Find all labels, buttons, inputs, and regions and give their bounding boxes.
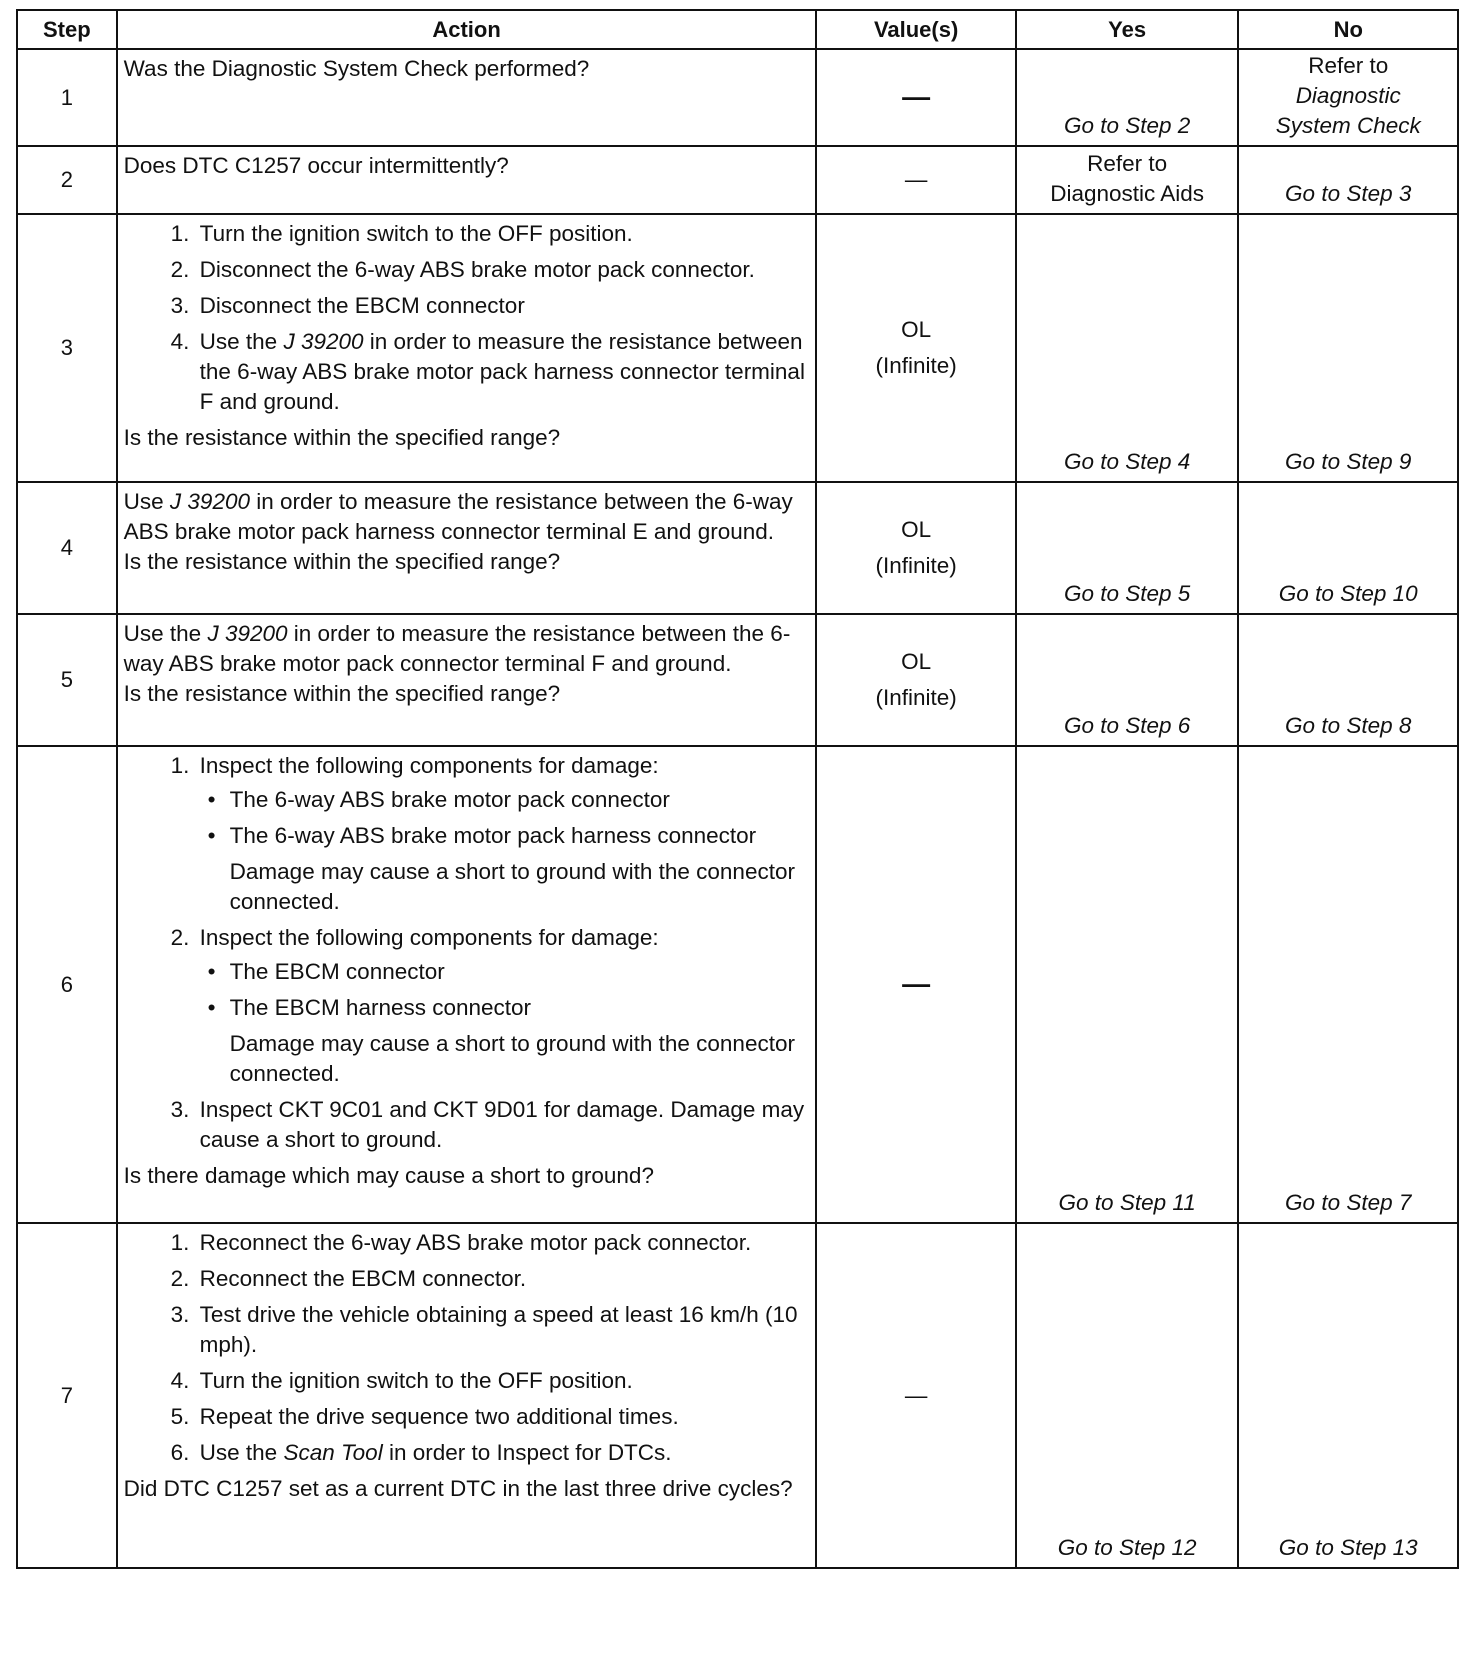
action-step-2 [196, 923, 806, 1089]
component-item: • The 6-way ABS brake motor pack connector [230, 785, 806, 815]
step-text: in order to measure the resistance between the 6-way ABS brake motor pack connector terminal F and ground. [123, 621, 791, 676]
value-cell [816, 49, 1015, 146]
value-dash: — [902, 80, 931, 112]
action-step-4 [196, 327, 806, 417]
action-step-3: 3. Inspect CKT 9C01 and CKT 9D01 for damage. Damage may cause a short to ground. [196, 1095, 806, 1155]
yes-link[interactable]: Go to Step 5 [1063, 581, 1191, 606]
damage-note: Damage may cause a short to ground with the connector connected. [229, 859, 795, 914]
action-steps [124, 219, 806, 417]
table-row-step-4 [17, 482, 1458, 614]
step-text: in order to Inspect for DTCs. [382, 1440, 672, 1465]
action-cell [117, 746, 817, 1223]
component-item: • The EBCM harness connector [230, 993, 806, 1023]
no-cell [1238, 614, 1458, 746]
action-question: Does DTC C1257 occur intermittently? [123, 153, 509, 178]
step-number: 3 [17, 214, 117, 482]
step-text: in order to measure the resistance between the 6-way ABS brake motor pack harness connector terminal F and ground. [199, 329, 805, 414]
action-cell [117, 146, 817, 214]
header-yes: Yes [1016, 10, 1239, 49]
action-cell [117, 1223, 817, 1568]
step-text: Use the [199, 329, 284, 354]
action-step-4: 4. Turn the ignition switch to the OFF position. [196, 1366, 806, 1396]
no-cell [1238, 1223, 1458, 1568]
yes-link[interactable]: Go to Step 11 [1058, 1190, 1196, 1215]
table-row-step-6 [17, 746, 1458, 1223]
action-steps [124, 751, 806, 1155]
no-link-line-2[interactable]: System Check [1275, 113, 1421, 138]
tool-name: J 39200 [283, 329, 364, 354]
no-link[interactable]: Go to Step 7 [1285, 1190, 1412, 1215]
yes-cell [1016, 49, 1239, 146]
tool-name: Scan Tool [283, 1440, 383, 1465]
action-text [124, 487, 806, 547]
yes-link[interactable]: Go to Step 6 [1063, 713, 1191, 738]
action-step-1: 1. Turn the ignition switch to the OFF position. [196, 219, 806, 249]
value-cell [816, 1223, 1015, 1568]
yes-cell [1016, 1223, 1239, 1568]
yes-cell [1016, 614, 1239, 746]
yes-cell [1016, 214, 1239, 482]
no-link[interactable]: Go to Step 10 [1278, 581, 1418, 606]
action-step-3: 3. Disconnect the EBCM connector [196, 291, 806, 321]
action-question: Is there damage which may cause a short to ground? [123, 1163, 654, 1188]
no-link-line-1[interactable]: Diagnostic [1295, 83, 1401, 108]
step-text: Use [123, 489, 170, 514]
tool-name: J 39200 [207, 621, 288, 646]
header-row [17, 10, 1458, 49]
header-no: No [1238, 10, 1458, 49]
yes-cell [1016, 482, 1239, 614]
no-cell [1238, 746, 1458, 1223]
step-number: 4 [17, 482, 117, 614]
no-link[interactable]: Go to Step 9 [1285, 449, 1412, 474]
yes-text-line-1: Refer to [1087, 151, 1168, 176]
table-row-step-5 [17, 614, 1458, 746]
action-cell [117, 614, 817, 746]
header-step: Step [17, 10, 117, 49]
yes-link[interactable]: Go to Step 2 [1063, 113, 1191, 138]
diagnostic-table [16, 9, 1459, 1569]
yes-link[interactable]: Go to Step 4 [1063, 449, 1191, 474]
value-ol: OL [901, 517, 932, 542]
step-text: Inspect the following components for damage: [199, 753, 659, 778]
no-cell [1238, 214, 1458, 482]
table-row-step-3 [17, 214, 1458, 482]
action-step-5: 5. Repeat the drive sequence two additional times. [196, 1402, 806, 1432]
no-link[interactable]: Go to Step 13 [1278, 1535, 1418, 1560]
step-text: in order to measure the resistance between the 6-way ABS brake motor pack harness connector terminal E and ground. [123, 489, 793, 544]
action-cell [117, 49, 817, 146]
step-number: 6 [17, 746, 117, 1223]
step-text: Use the [123, 621, 208, 646]
action-cell [117, 482, 817, 614]
value-cell [816, 146, 1015, 214]
action-question: Is the resistance within the specified range? [123, 425, 561, 450]
action-step-2: 2. Disconnect the 6-way ABS brake motor pack connector. [196, 255, 806, 285]
value-ol: OL [901, 649, 932, 674]
value-infinite: (Infinite) [875, 685, 957, 710]
component-list [200, 957, 806, 1023]
no-text: Refer to [1308, 53, 1389, 78]
component-list [200, 785, 806, 851]
component-item: • The EBCM connector [230, 957, 806, 987]
action-step-1: 1. Reconnect the 6-way ABS brake motor pack connector. [196, 1228, 806, 1258]
value-cell [816, 746, 1015, 1223]
step-text: Inspect the following components for damage: [199, 925, 659, 950]
table-row-step-2 [17, 146, 1458, 214]
action-question: Did DTC C1257 set as a current DTC in the last three drive cycles? [123, 1476, 793, 1501]
yes-cell [1016, 746, 1239, 1223]
value-dash: — [902, 967, 931, 999]
table-row-step-7 [17, 1223, 1458, 1568]
value-cell [816, 614, 1015, 746]
yes-text-line-2[interactable]: Diagnostic Aids [1050, 181, 1205, 206]
value-cell [816, 482, 1015, 614]
no-link[interactable]: Go to Step 8 [1285, 713, 1412, 738]
no-cell [1238, 482, 1458, 614]
step-text: Use the [199, 1440, 284, 1465]
step-number: 1 [17, 49, 117, 146]
value-ol: OL [901, 317, 932, 342]
action-text [124, 619, 806, 679]
action-step-1 [196, 751, 806, 917]
table-row-step-1 [17, 49, 1458, 146]
no-cell [1238, 146, 1458, 214]
action-question: Is the resistance within the specified range? [123, 549, 561, 574]
action-question: Is the resistance within the specified range? [123, 681, 561, 706]
step-number: 7 [17, 1223, 117, 1568]
action-step-3: 3. Test drive the vehicle obtaining a speed at least 16 km/h (10 mph). [196, 1300, 806, 1360]
value-dash: — [904, 1382, 928, 1408]
action-step-2: 2. Reconnect the EBCM connector. [196, 1264, 806, 1294]
tool-name: J 39200 [169, 489, 250, 514]
damage-note: Damage may cause a short to ground with the connector connected. [229, 1031, 795, 1086]
value-infinite: (Infinite) [875, 553, 957, 578]
yes-link[interactable]: Go to Step 12 [1057, 1535, 1197, 1560]
action-question: Was the Diagnostic System Check performed? [123, 56, 590, 81]
no-link[interactable]: Go to Step 3 [1285, 181, 1412, 206]
no-cell [1238, 49, 1458, 146]
action-cell [117, 214, 817, 482]
yes-cell [1016, 146, 1239, 214]
value-infinite: (Infinite) [875, 353, 957, 378]
value-cell [816, 214, 1015, 482]
header-action: Action [117, 10, 817, 49]
step-number: 5 [17, 614, 117, 746]
component-item: • The 6-way ABS brake motor pack harness connector [230, 821, 806, 851]
step-number: 2 [17, 146, 117, 214]
header-values: Value(s) [816, 10, 1015, 49]
value-dash: — [904, 167, 928, 192]
action-step-6 [196, 1438, 806, 1468]
action-steps [124, 1228, 806, 1468]
